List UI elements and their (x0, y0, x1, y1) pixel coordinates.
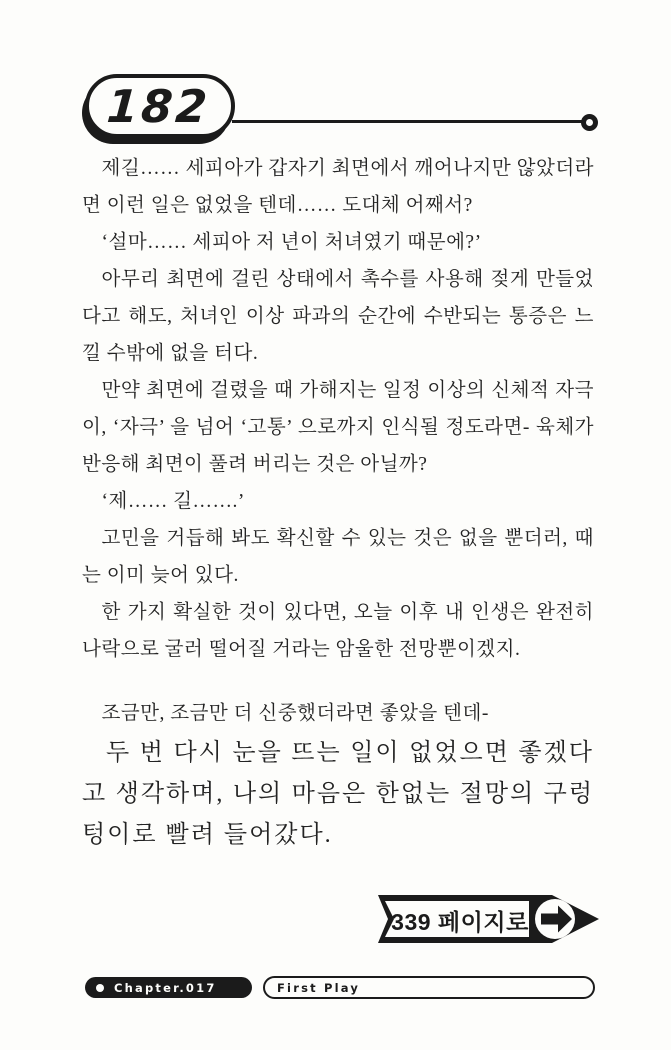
paragraph: 제길…… 세피아가 갑자기 최면에서 깨어나지만 않았더라면 이런 일은 없었을 텐데…… 도대체 어째서? (82, 158, 594, 216)
dot-icon (96, 984, 104, 992)
paragraph: 조금만, 조금만 더 신중했더라면 좋았을 텐데- (101, 703, 489, 724)
ring-icon (581, 114, 598, 131)
chapter-tag (85, 977, 252, 998)
paragraph: 아무리 최면에 걸린 상태에서 촉수를 사용해 젖게 만들었다고 해도, 처녀인 이상 파과의 순간에 수반되는 통증은 느낄 수밖에 없을 터다. (82, 269, 594, 364)
goto-page-button[interactable] (376, 893, 601, 945)
body-text (82, 150, 594, 856)
paragraph: 한 가지 확실한 것이 있다면, 오늘 이후 내 인생은 완전히 나락으로 굴러 떨어질 거라는 암울한 전망뿐이겠지. (82, 602, 594, 660)
section-label: First Play (277, 980, 361, 995)
paragraph: ‘제…… 길…….’ (101, 491, 245, 512)
page-number-badge (85, 74, 235, 138)
paragraph: 고민을 거듭해 봐도 확신할 수 있는 것은 없을 뿐더러, 때는 이미 늦어 있다. (82, 528, 594, 586)
goto-page-label: 339 페이지로 (391, 908, 529, 935)
section-tag (263, 976, 595, 999)
paragraph: ‘설마…… 세피아 저 년이 처녀였기 때문에?’ (101, 232, 482, 253)
paragraph: 만약 최면에 걸렸을 때 가해지는 일정 이상의 신체적 자극이, ‘자극’ 을 넘어 ‘고통’ 으로까지 인식될 정도라면- 육체가 반응해 최면이 풀려 버리는 것은 아닐까? (82, 380, 594, 475)
page-number: 182 (104, 79, 212, 133)
header-rule (232, 120, 582, 123)
emphasis-paragraph: 두 번 다시 눈을 뜨는 일이 없었으면 좋겠다고 생각하며, 나의 마음은 한없는 절망의 구렁텅이로 빨려 들어갔다. (82, 740, 594, 848)
chapter-label: Chapter.017 (114, 980, 217, 995)
